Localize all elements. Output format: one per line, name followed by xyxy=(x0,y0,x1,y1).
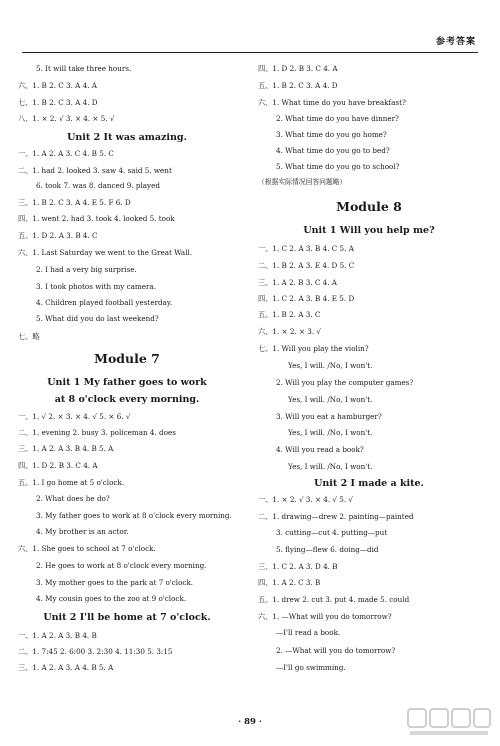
answer-line: 五、1. B 2. C 3. A 4. D xyxy=(258,81,338,90)
answer-line: 五、1. D 2. A 3. B 4. C xyxy=(18,231,98,240)
answer-line: 四、1. D 2. B 3. C 4. A xyxy=(258,64,338,73)
answer-line: 4. What time do you go to bed? xyxy=(276,146,390,155)
answer-line: 3. Will you eat a hamburger? xyxy=(276,412,382,421)
answer-line: 六、1. × 2. × 3. √ xyxy=(258,327,321,336)
answer-line: 一、1. A 2. A 3. C 4. B 5. C xyxy=(18,149,114,158)
answer-line: Yes, I will. /No, I won't. xyxy=(288,395,373,404)
unit-heading: Unit 2 It was amazing. xyxy=(67,132,187,143)
answer-line: 4. Children played football yesterday. xyxy=(36,298,173,307)
answer-line: 六、1. B 2. C 3. A 4. A xyxy=(18,81,97,90)
answer-line: 五、1. drew 2. cut 3. put 4. made 5. could xyxy=(258,595,410,604)
answer-line: 二、1. B 2. A 3. E 4. D 5. C xyxy=(258,261,355,270)
answer-line: 2. What does he do? xyxy=(36,494,110,503)
answer-line: 八、1. × 2. √ 3. × 4. × 5. √ xyxy=(18,114,115,123)
unit-heading: Unit 2 I made a kite. xyxy=(314,478,424,489)
answer-line: 4. My cousin goes to the zoo at 9 o'clock. xyxy=(36,594,187,603)
answer-line: Yes, I will. /No, I won't. xyxy=(288,462,373,471)
answer-line: 5. What time do you go to school? xyxy=(276,162,400,171)
answer-line: 三、1. A 2. B 3. C 4. A xyxy=(258,278,337,287)
answer-line: 4. My brother is an actor. xyxy=(36,527,129,536)
answer-line: 2. —What will you do tomorrow? xyxy=(276,646,396,655)
answer-line: 3. My mother goes to the park at 7 o'clock. xyxy=(36,578,194,587)
answer-line: 六、1. What time do you have breakfast? xyxy=(258,98,406,107)
answer-line: 2. He goes to work at 8 o'clock every morning. xyxy=(36,561,207,570)
answer-line: 2. Will you play the computer games? xyxy=(276,378,414,387)
unit-heading: at 8 o'clock every morning. xyxy=(54,394,200,405)
answer-line: Yes, I will. /No, I won't. xyxy=(288,361,373,370)
answer-note: （根据实际情况回答问题略） xyxy=(258,178,347,186)
answer-line: 六、1. Last Saturday we went to the Great Wall. xyxy=(18,248,193,257)
watermark-logo-icon xyxy=(406,706,492,738)
answer-line: 四、1. went 2. had 3. took 4. looked 5. took xyxy=(18,214,175,223)
answer-line: 二、1. 7:45 2. 6:00 3. 2:30 4. 11:30 5. 3:15 xyxy=(18,647,173,656)
answer-line: 二、1. evening 2. busy 3. policeman 4. does xyxy=(18,428,176,437)
answer-line: 2. I had a very big surprise. xyxy=(36,265,137,274)
unit-heading: Unit 1 Will you help me? xyxy=(303,225,435,236)
unit-heading: Unit 1 My father goes to work xyxy=(47,377,207,388)
answer-line: 四、1. A 2. C 3. B xyxy=(258,578,321,587)
answer-line: 三、1. A 2. A 3. A 4. B 5. A xyxy=(18,663,114,672)
header-rule xyxy=(22,52,478,53)
answer-line: 五、1. I go home at 5 o'clock. xyxy=(18,478,125,487)
unit-heading: Unit 2 I'll be home at 7 o'clock. xyxy=(43,612,211,623)
answer-line: 5. What did you do last weekend? xyxy=(36,314,159,323)
module-heading: Module 8 xyxy=(336,199,402,214)
answer-line: 三、1. B 2. C 3. A 4. E 5. F 6. D xyxy=(18,198,131,207)
answer-line: 三、1. A 2. A 3. B 4. B 5. A xyxy=(18,444,114,453)
answer-line: 六、1. —What will you do tomorrow? xyxy=(258,612,392,621)
answer-line: 四、1. C 2. A 3. B 4. E 5. D xyxy=(258,294,355,303)
answer-line: 七、1. B 2. C 3. A 4. D xyxy=(18,98,98,107)
answer-line: 二、1. had 2. looked 3. saw 4. said 5. went xyxy=(18,166,172,175)
answer-line: 五、1. B 2. A 3. C xyxy=(258,310,321,319)
answer-line: —I'll go swimming. xyxy=(276,663,346,672)
answer-line: 七、略 xyxy=(18,332,40,341)
answer-line: 3. cutting—cut 4. putting—put xyxy=(276,528,388,537)
answer-line: 一、1. C 2. A 3. B 4. C 5. A xyxy=(258,244,354,253)
answer-line: 二、1. drawing—drew 2. painting—painted xyxy=(258,512,414,521)
answer-line: 六、1. She goes to school at 7 o'clock. xyxy=(18,544,156,553)
answer-line: Yes, I will. /No, I won't. xyxy=(288,428,373,437)
answer-line: 2. What time do you have dinner? xyxy=(276,114,399,123)
answer-line: 一、1. × 2. √ 3. × 4. √ 5. √ xyxy=(258,495,354,504)
page-number: · 89 · xyxy=(238,717,262,727)
page-header-title: 参考答案 xyxy=(435,37,476,47)
answer-line: 4. Will you read a book? xyxy=(276,445,364,454)
answer-line: 6. took 7. was 8. danced 9. played xyxy=(36,181,160,190)
answer-line: 3. What time do you go home? xyxy=(276,130,387,139)
answer-line: 5. flying—flew 6. doing—did xyxy=(276,545,379,554)
answer-line: 三、1. C 2. A 3. D 4. B xyxy=(258,562,338,571)
answer-line: 3. I took photos with my camera. xyxy=(36,282,156,291)
module-heading: Module 7 xyxy=(94,351,160,366)
answer-line: 一、1. √ 2. × 3. × 4. √ 5. × 6. √ xyxy=(18,412,131,421)
answer-line: 四、1. D 2. B 3. C 4. A xyxy=(18,461,98,470)
answer-line: —I'll read a book. xyxy=(276,628,341,637)
answer-line: 七、1. Will you play the violin? xyxy=(258,344,369,353)
answer-line: 一、1. A 2. A 3. B 4. B xyxy=(18,631,97,640)
answer-line: 3. My father goes to work at 8 o'clock every morning. xyxy=(36,511,232,520)
answer-line: 5. It will take three hours. xyxy=(36,64,132,73)
